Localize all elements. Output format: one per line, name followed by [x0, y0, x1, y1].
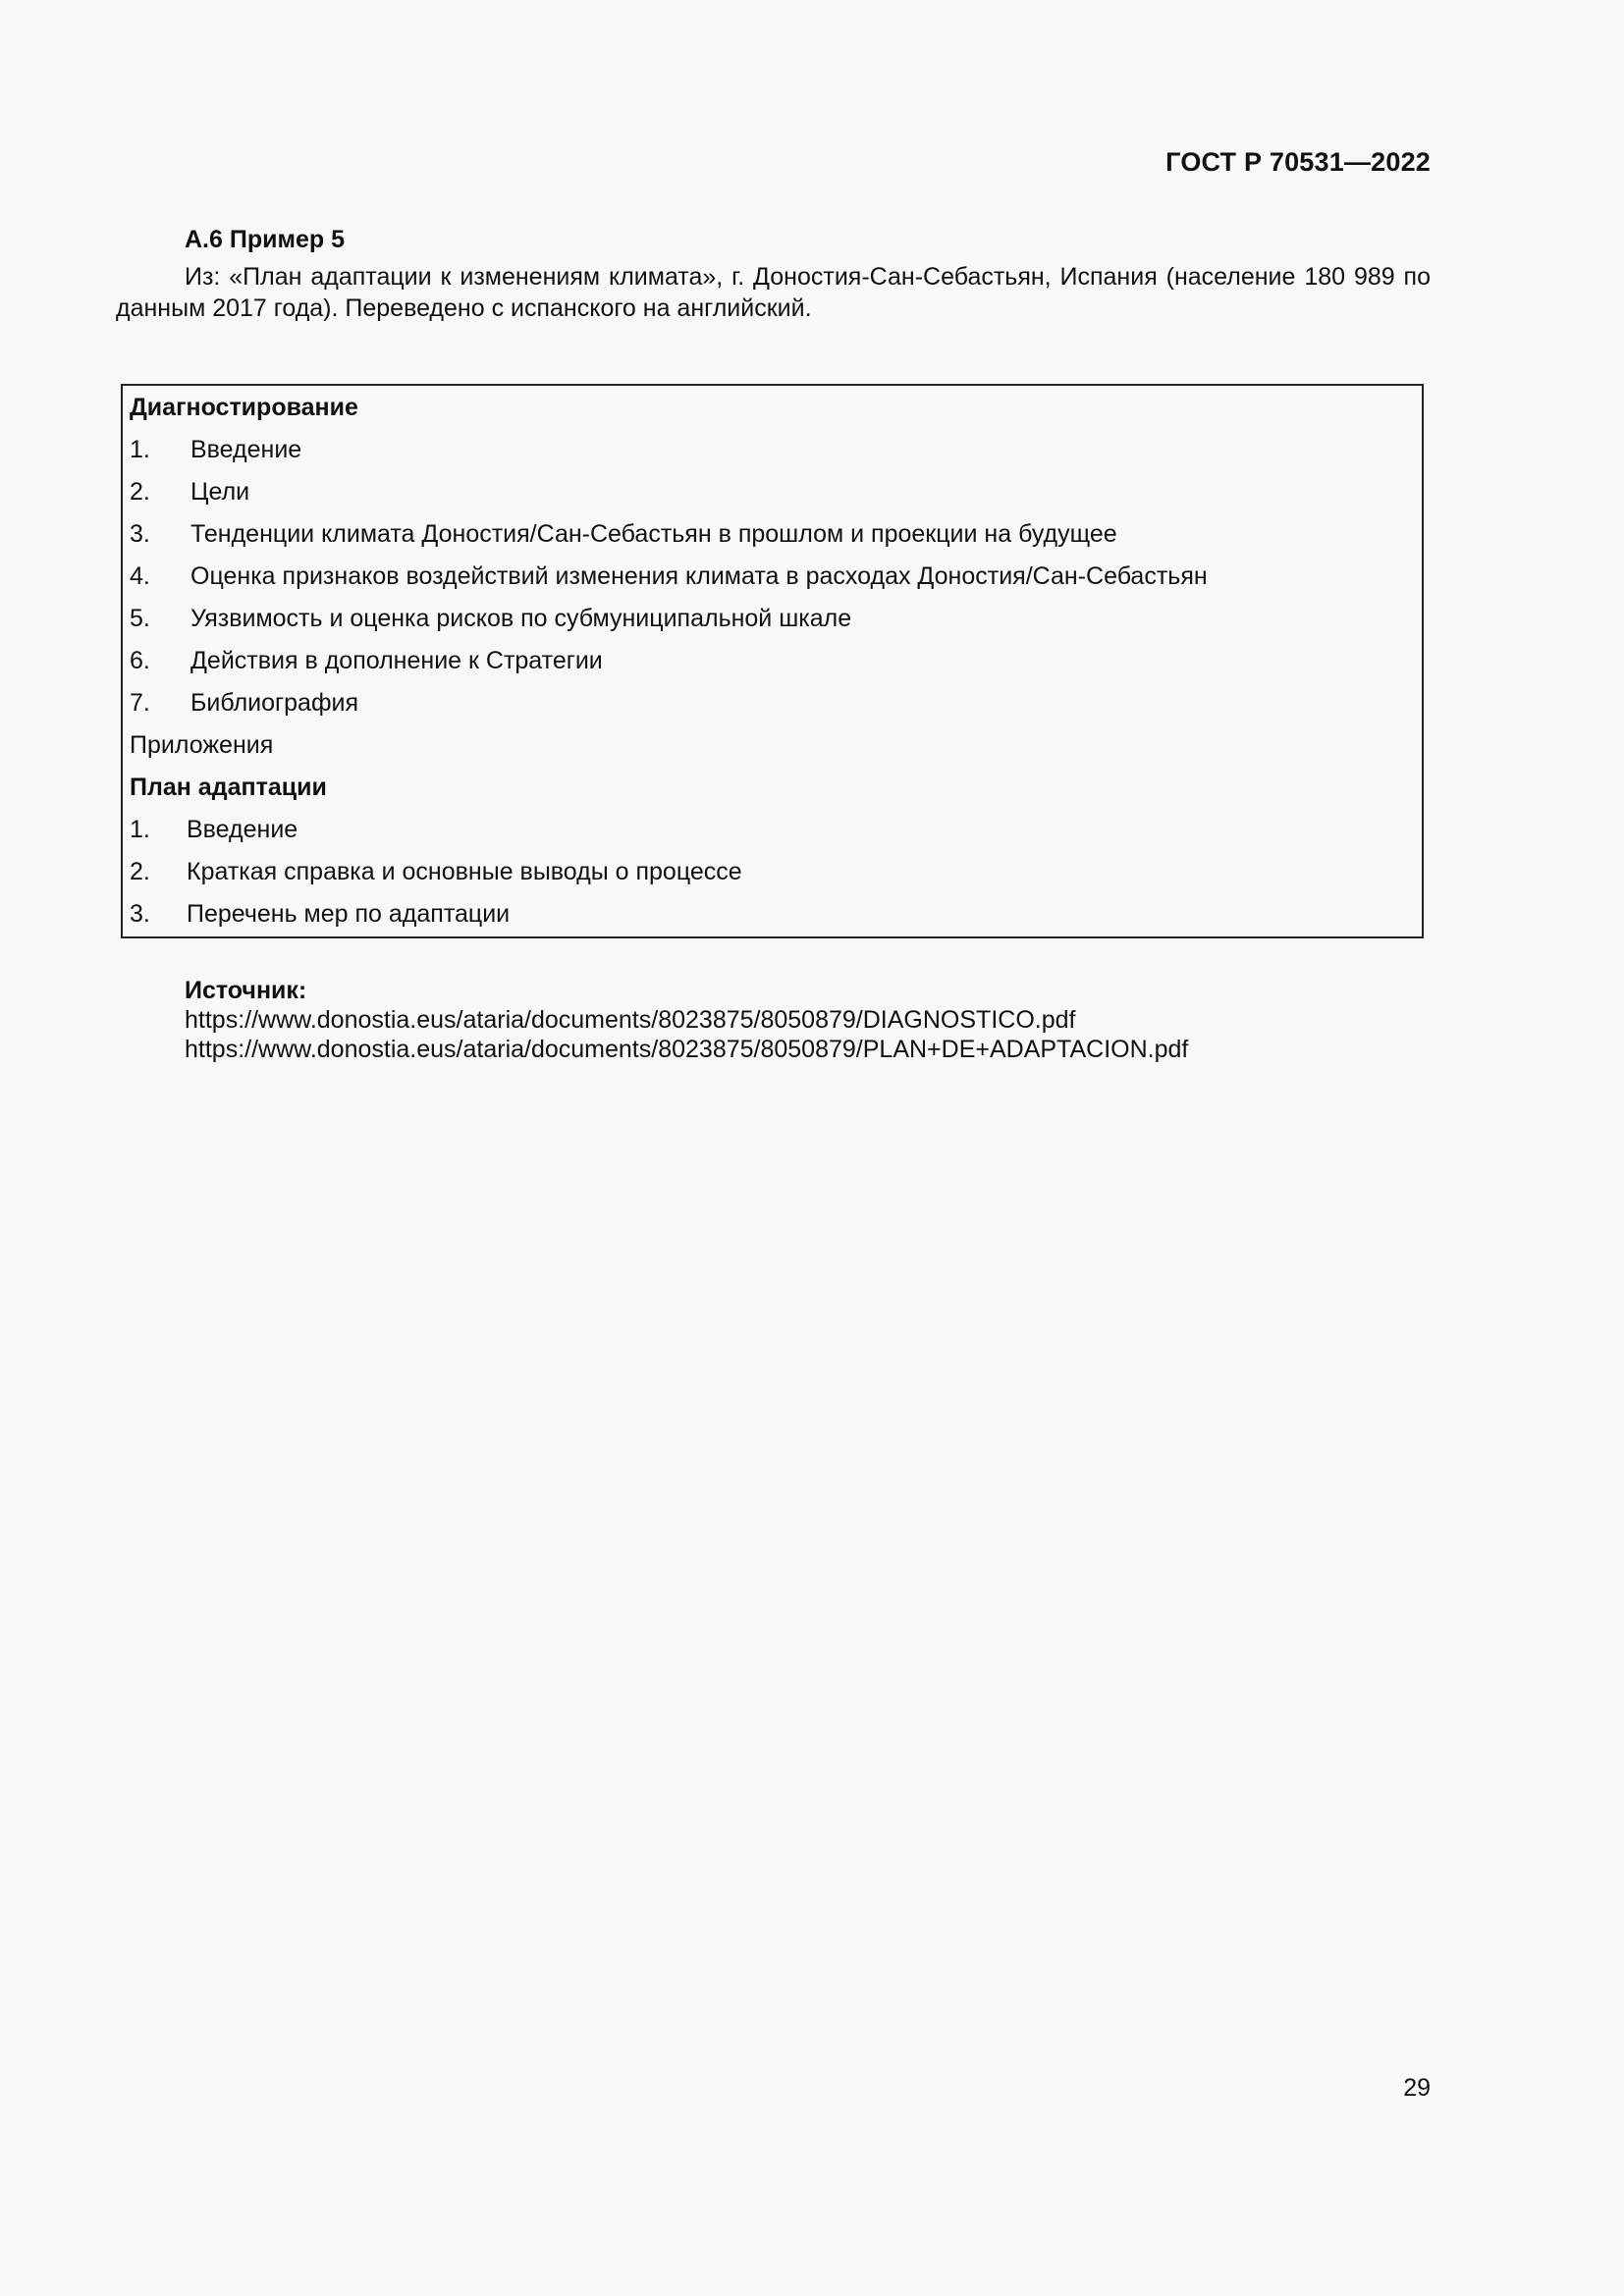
section-title: А.6 Пример 5	[185, 226, 345, 253]
list-item	[123, 644, 1422, 686]
list-item-text: Оценка признаков воздействий изменения климата в расходах Доностия/Сан-Себастьян	[190, 562, 1208, 590]
list-item	[123, 517, 1422, 560]
list-item-number: 2.	[130, 478, 150, 506]
document-standard-id: ГОСТ Р 70531—2022	[1165, 147, 1431, 177]
list-item-number: 3.	[130, 900, 150, 928]
list-item	[123, 686, 1422, 728]
list-item	[123, 560, 1422, 602]
source-label: Источник:	[185, 977, 307, 1004]
source-link[interactable]: https://www.donostia.eus/ataria/documents/8023875/8050879/DIAGNOSTICO.pdf	[185, 1006, 1076, 1034]
appendices-label: Приложения	[130, 731, 274, 759]
list-item	[123, 855, 1422, 897]
list-item	[123, 433, 1422, 475]
diagnosis-heading: Диагностирование	[130, 394, 358, 421]
section-intro: Из: «План адаптации к изменениям климата», г. Доностия-Сан-Себастьян, Испания (население 180 989 по данным 2017 года). Переведено с испанского на английский.	[116, 263, 1431, 322]
page-number: 29	[1403, 2074, 1431, 2102]
list-item-number: 7.	[130, 689, 150, 717]
list-item-number: 4.	[130, 562, 150, 590]
plan-heading: План адаптации	[130, 774, 327, 801]
list-item	[123, 813, 1422, 855]
contents-box	[121, 384, 1424, 938]
list-item-text: Введение	[190, 436, 302, 463]
list-item	[123, 897, 1422, 939]
list-item-text: Уязвимость и оценка рисков по субмуниципальной шкале	[190, 605, 852, 632]
list-item	[123, 602, 1422, 644]
list-item-text: Действия в дополнение к Стратегии	[190, 647, 603, 674]
source-block	[185, 976, 1188, 1064]
list-item-number: 2.	[130, 858, 150, 885]
list-item-text: Перечень мер по адаптации	[187, 900, 511, 928]
list-item-text: Введение	[187, 816, 298, 843]
list-item-number: 3.	[130, 520, 150, 548]
source-link[interactable]: https://www.donostia.eus/ataria/documents/8023875/8050879/PLAN+DE+ADAPTACION.pdf	[185, 1036, 1189, 1063]
list-item-text: Краткая справка и основные выводы о процессе	[187, 858, 742, 885]
list-item-text: Тенденции климата Доностия/Сан-Себастьян в прошлом и проекции на будущее	[190, 520, 1117, 548]
list-item-number: 1.	[130, 436, 150, 463]
list-item-text: Цели	[190, 478, 250, 506]
list-item-number: 6.	[130, 647, 150, 674]
list-item-number: 1.	[130, 816, 150, 843]
list-item-number: 5.	[130, 605, 150, 632]
list-item-text: Библиография	[190, 689, 359, 717]
list-item	[123, 475, 1422, 517]
